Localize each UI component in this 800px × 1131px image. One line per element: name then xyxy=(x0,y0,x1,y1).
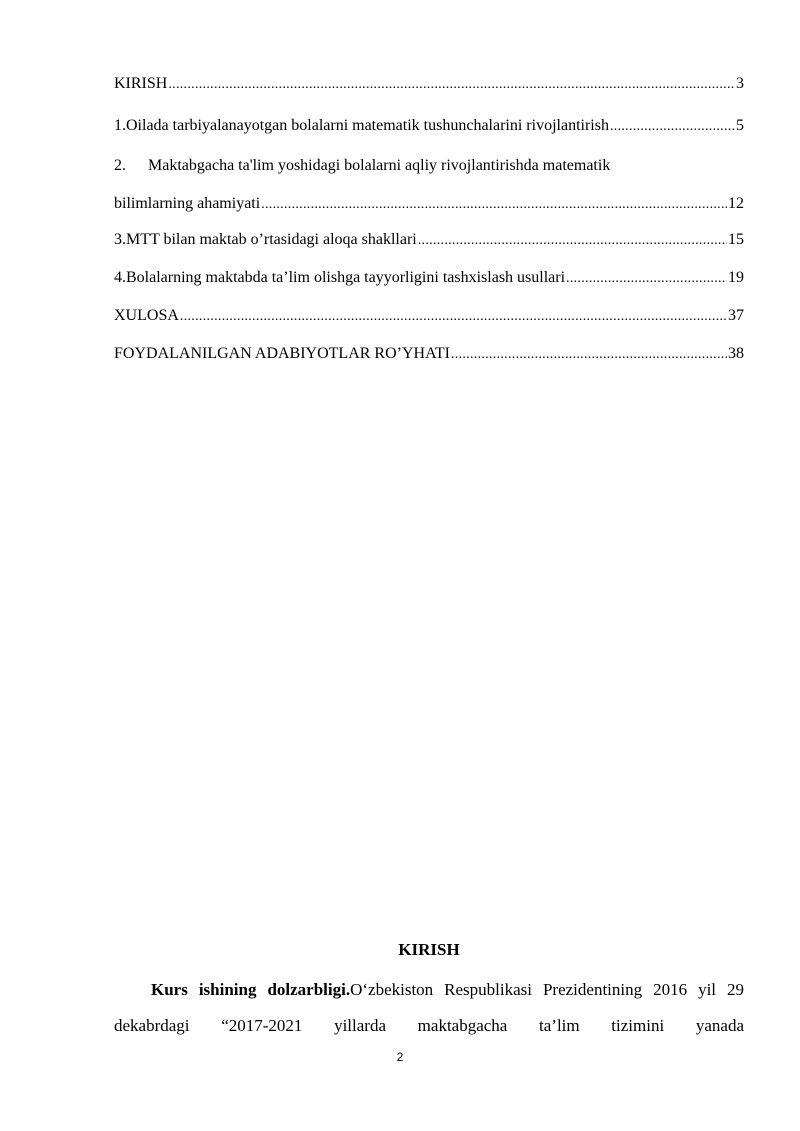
toc-entry-page: 3 xyxy=(736,75,744,92)
toc-entry-page: 37 xyxy=(728,307,744,324)
toc-entry-3[interactable] xyxy=(114,230,744,251)
toc-entry-number: 4. xyxy=(114,269,126,286)
toc-entry-page: 15 xyxy=(728,231,744,248)
toc-entry-label: XULOSA xyxy=(114,307,179,324)
toc-entry-number: 1. xyxy=(114,117,126,134)
toc-entry-page: 38 xyxy=(728,345,744,362)
toc-entry-label: bilimlarning ahamiyati xyxy=(114,195,261,212)
toc-entry-label: Bolalarning maktabda ta’lim olishga tayyorligini tashxislash usullari xyxy=(126,269,566,286)
toc-entry-label: FOYDALANILGAN ADABIYOTLAR RO’YHATI xyxy=(114,345,450,362)
paragraph-lead-bold: Kurs ishining dolzarbligi. xyxy=(151,980,351,999)
toc-entry-adabiyotlar[interactable] xyxy=(114,344,744,365)
toc-entry-kirish[interactable] xyxy=(114,74,744,95)
toc-leader-dots xyxy=(610,117,735,137)
toc-entry-label: Oilada tarbiyalanayotgan bolalarni matematik tushunchalarini rivojlantirish xyxy=(126,117,609,134)
toc-leader-dots xyxy=(261,195,727,215)
toc-entry-page: 19 xyxy=(728,269,744,286)
toc-entry-2[interactable] xyxy=(114,156,744,215)
toc-entry-number: 3. xyxy=(114,231,126,248)
toc-entry-label: MTT bilan maktab o’rtasidagi aloqa shakllari xyxy=(126,231,417,248)
paragraph-text: O‘zbekiston Respublikasi Prezidentining 2016 yil 29 dekabrdagi “2017-2021 yillarda maktabgacha ta’lim tizimini yanada xyxy=(114,980,744,1035)
toc-leader-dots xyxy=(418,231,727,251)
toc-leader-dots xyxy=(168,75,735,95)
section-heading: KIRISH xyxy=(398,940,460,959)
toc-leader-dots xyxy=(451,345,727,365)
toc-leader-dots xyxy=(180,307,727,327)
toc-entry-label: KIRISH xyxy=(114,75,168,92)
toc-entry-4[interactable] xyxy=(114,268,744,289)
toc-entry-xulosa[interactable] xyxy=(114,306,744,327)
page-number: 2 xyxy=(396,1050,404,1064)
toc-entry-1[interactable] xyxy=(114,116,744,137)
toc-entry-page: 12 xyxy=(728,195,744,212)
document-page xyxy=(114,0,744,1131)
toc-entry-number: 2. xyxy=(114,157,126,174)
body-paragraph xyxy=(114,972,744,1044)
toc-entry-label-line1: Maktabgacha ta'lim yoshidagi bolalarni aqliy rivojlantirishda matematik xyxy=(148,157,611,174)
toc-leader-dots xyxy=(566,269,727,289)
toc-entry-page: 5 xyxy=(736,117,744,134)
